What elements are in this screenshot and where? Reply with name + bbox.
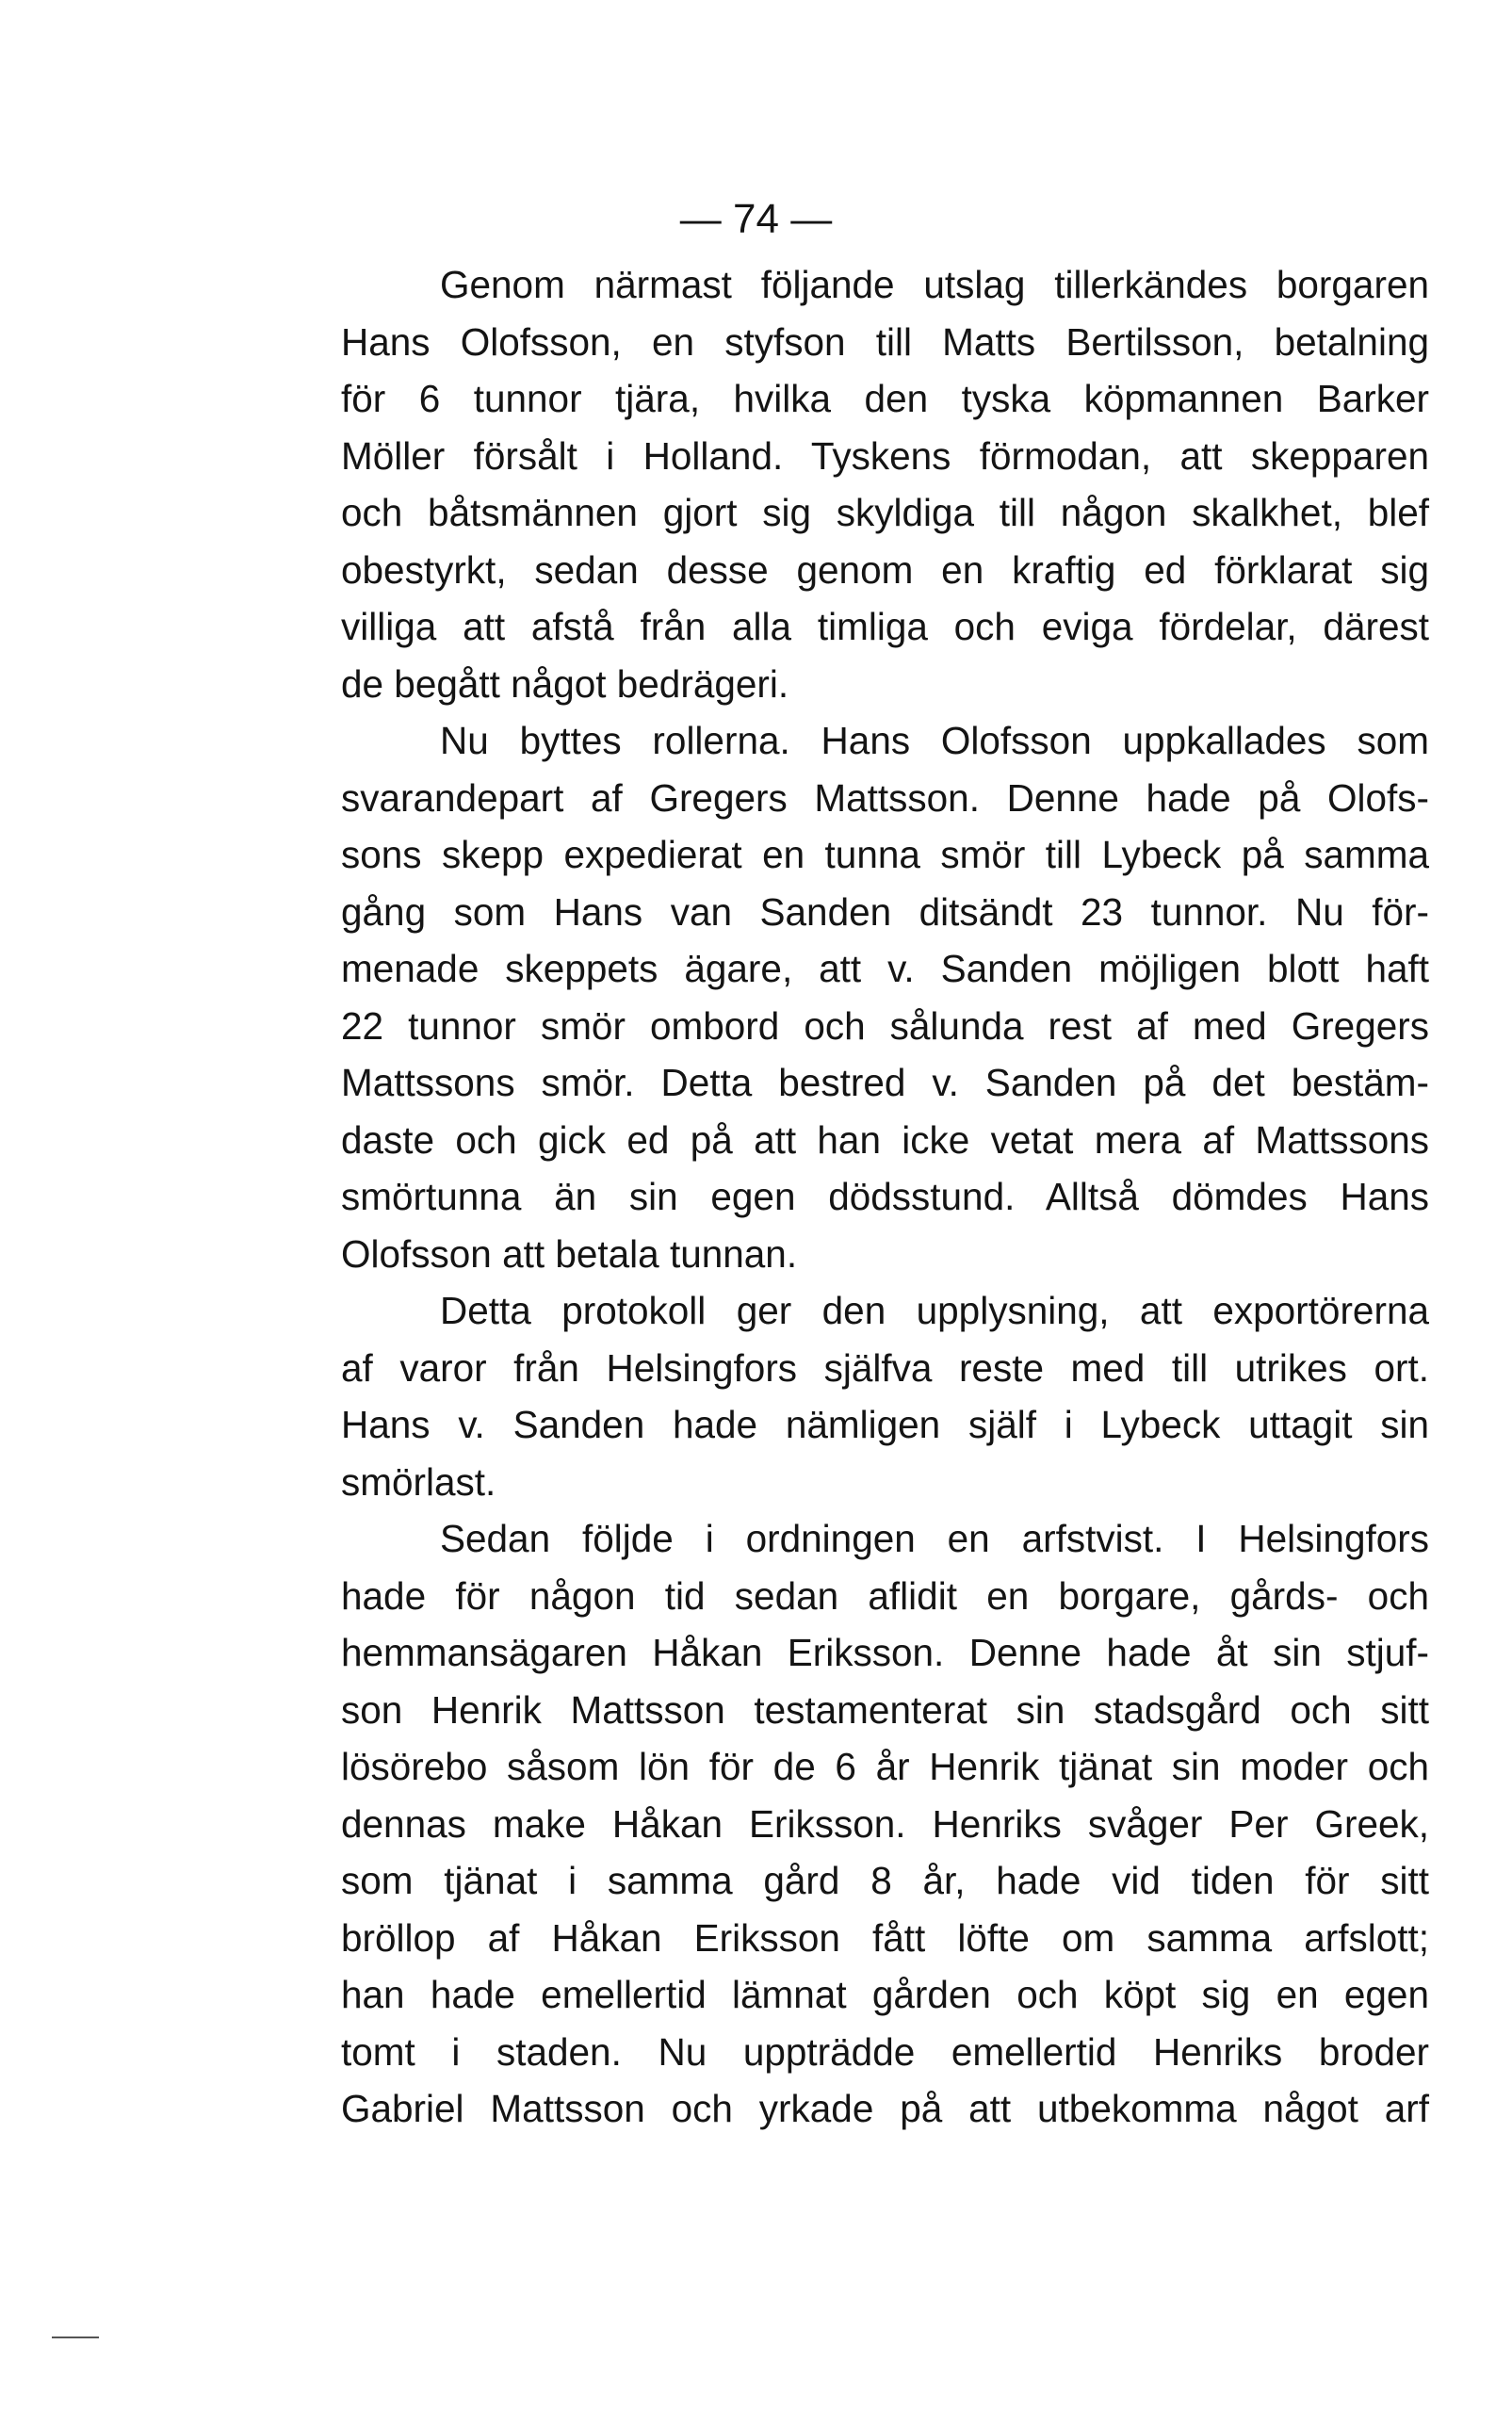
- text-line: Sedan följde i ordningen en arfstvist. I Helsingfors: [440, 1517, 1429, 1560]
- text-line: bröllop af Håkan Eriksson fått löfte om samma arfslott;: [341, 1915, 1429, 1960]
- text-line: hade för någon tid sedan aflidit en borgare, gårds- och: [341, 1573, 1429, 1618]
- text-line: villiga att afstå från alla timliga och eviga fördelar, därest: [341, 605, 1429, 648]
- text-line: och båtsmännen gjort sig skyldiga till någon skalkhet, blef: [341, 491, 1429, 534]
- text-line: Möller försålt i Holland. Tyskens förmodan, att skepparen: [341, 433, 1429, 478]
- text-line: Detta protokoll ger den upplysning, att exportörerna: [440, 1289, 1429, 1332]
- text-line: smörlast.: [341, 1459, 496, 1504]
- text-line: Hans v. Sanden hade nämligen själf i Lybeck uttagit sin: [341, 1403, 1429, 1446]
- text-line: menade skeppets ägare, att v. Sanden möjligen blott haft: [341, 947, 1429, 990]
- text-line: de begått något bedrägeri.: [341, 661, 789, 706]
- text-line: tomt i staden. Nu uppträdde emellertid Henriks broder: [341, 2029, 1429, 2074]
- text-line: smörtunna än sin egen dödsstund. Alltså dömdes Hans: [341, 1175, 1429, 1218]
- text-line: Genom närmast följande utslag tillerkändes borgaren: [440, 263, 1429, 306]
- margin-mark: [52, 2336, 99, 2338]
- text-line: Nu byttes rollerna. Hans Olofsson uppkallades som: [440, 719, 1429, 762]
- text-line: af varor från Helsingfors själfva reste med till utrikes ort.: [341, 1345, 1429, 1390]
- page-number: — 74 —: [679, 196, 833, 242]
- text-line: som tjänat i samma gård 8 år, hade vid tiden för sitt: [341, 1859, 1429, 1902]
- text-line: obestyrkt, sedan desse genom en kraftig ed förklarat sig: [341, 547, 1429, 592]
- text-line: gång som Hans van Sanden ditsändt 23 tunnor. Nu för-: [341, 889, 1429, 934]
- text-line: son Henrik Mattsson testamenterat sin stadsgård och sitt: [341, 1687, 1429, 1732]
- text-line: Mattssons smör. Detta bestred v. Sanden på det bestäm-: [341, 1061, 1429, 1104]
- text-line: sons skepp expedierat en tunna smör till Lybeck på samma: [341, 833, 1429, 876]
- text-line: Hans Olofsson, en styfson till Matts Bertilsson, betalning: [341, 319, 1429, 364]
- text-line: för 6 tunnor tjära, hvilka den tyska köpmannen Barker: [341, 377, 1429, 420]
- text-line: svarandepart af Gregers Mattsson. Denne hade på Olofs-: [341, 775, 1429, 820]
- text-line: Gabriel Mattsson och yrkade på att utbekomma något arf: [341, 2087, 1429, 2130]
- text-line: lösörebo såsom lön för de 6 år Henrik tjänat sin moder och: [341, 1745, 1429, 1788]
- text-line: 22 tunnor smör ombord och sålunda rest af med Gregers: [341, 1003, 1429, 1048]
- text-line: daste och gick ed på att han icke vetat mera af Mattssons: [341, 1117, 1429, 1162]
- text-line: han hade emellertid lämnat gården och köpt sig en egen: [341, 1973, 1429, 2016]
- text-line: hemmansägaren Håkan Eriksson. Denne hade åt sin stjuf-: [341, 1631, 1429, 1674]
- text-line: Olofsson att betala tunnan.: [341, 1231, 798, 1276]
- text-line: dennas make Håkan Eriksson. Henriks svåger Per Greek,: [341, 1801, 1429, 1846]
